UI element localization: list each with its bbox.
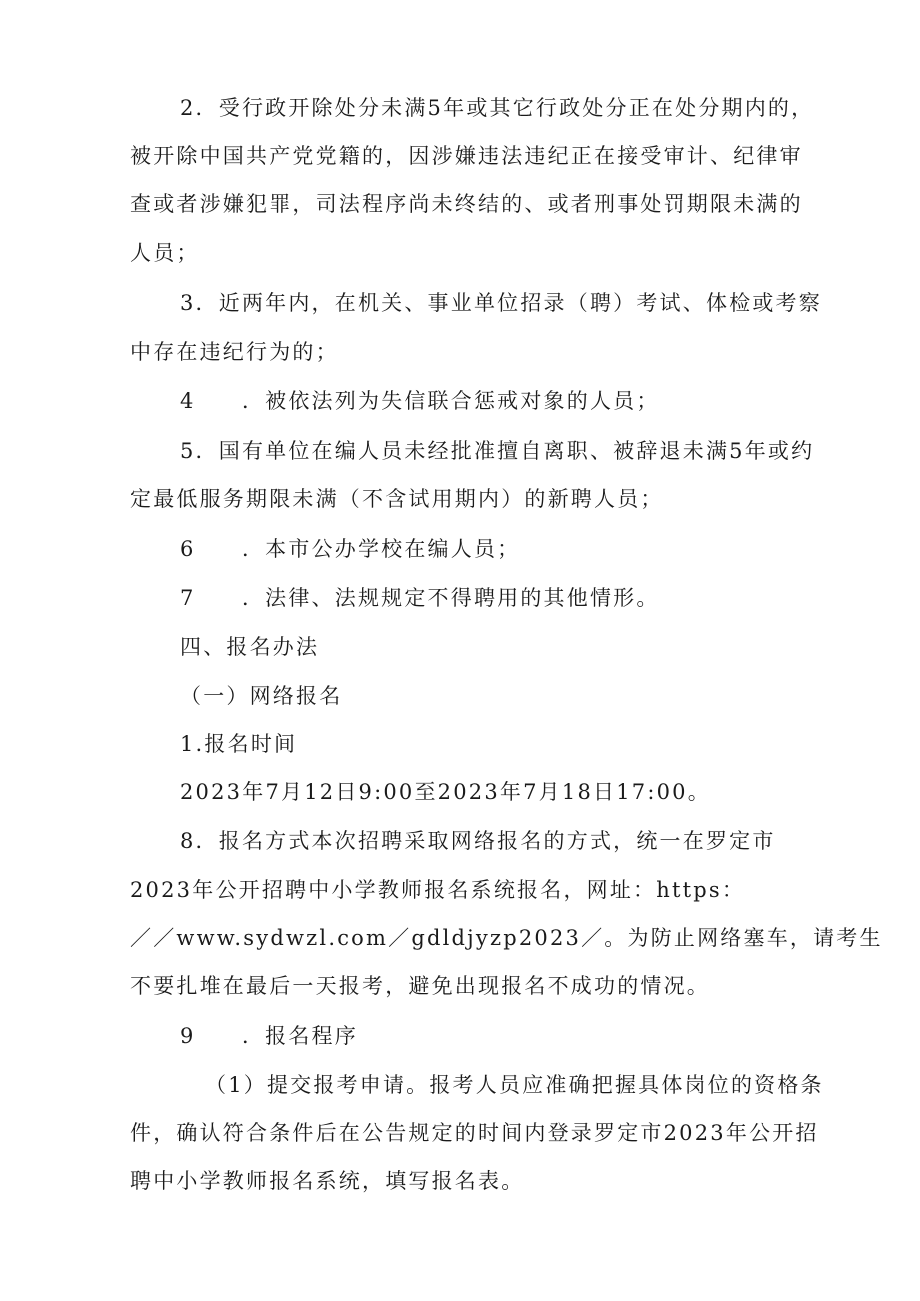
item-heading: 1.报名时间: [180, 732, 298, 756]
text-line: 2023年7月12日9:00至2023年7月18日17:00。: [180, 780, 711, 804]
text-line: 中存在违纪行为的；: [130, 340, 339, 364]
item-heading: 9 ．报名程序: [180, 1024, 358, 1048]
text-line: 2023年公开招聘中小学教师报名系统报名，网址：https：: [130, 878, 746, 902]
text-line: 4 ．被依法列为失信联合惩戒对象的人员；: [180, 389, 660, 413]
text-line: 8．报名方式本次招聘采取网络报名的方式，统一在罗定市: [180, 829, 776, 853]
text-line: 查或者涉嫌犯罪，司法程序尚未终结的、或者刑事处罚期限未满的: [130, 192, 803, 216]
text-line: 被开除中国共产党党籍的，因涉嫌违法违纪正在接受审计、纪律审: [130, 144, 803, 168]
text-line: 6 ．本市公办学校在编人员；: [180, 537, 521, 561]
text-line: 3．近两年内，在机关、事业单位招录（聘）考试、体检或考察: [180, 291, 822, 315]
text-line: 聘中小学教师报名系统，填写报名表。: [130, 1169, 525, 1193]
text-line: 5．国有单位在编人员未经批准擅自离职、被辞退未满5年或约: [180, 439, 815, 463]
section-heading: 四、报名办法: [180, 635, 320, 659]
text-line: 件，确认符合条件后在公告规定的时间内登录罗定市2023年公开招: [130, 1121, 819, 1145]
text-line: 人员；: [130, 241, 200, 265]
text-line: 7 ．法律、法规规定不得聘用的其他情形。: [180, 586, 660, 610]
text-line: 2．受行政开除处分未满5年或其它行政处分正在处分期内的，: [180, 96, 815, 120]
subsection-heading: （一）网络报名: [180, 684, 343, 708]
text-line: 定最低服务期限未满（不含试用期内）的新聘人员；: [130, 487, 664, 511]
text-line: （1）提交报考申请。报考人员应准确把握具体岗位的资格条: [205, 1073, 824, 1097]
text-line: ／／www.sydwzl.com／gdldjyzp2023／。为防止网络塞车，请考生: [130, 926, 883, 950]
text-line: 不要扎堆在最后一天报考，避免出现报名不成功的情况。: [130, 974, 710, 998]
